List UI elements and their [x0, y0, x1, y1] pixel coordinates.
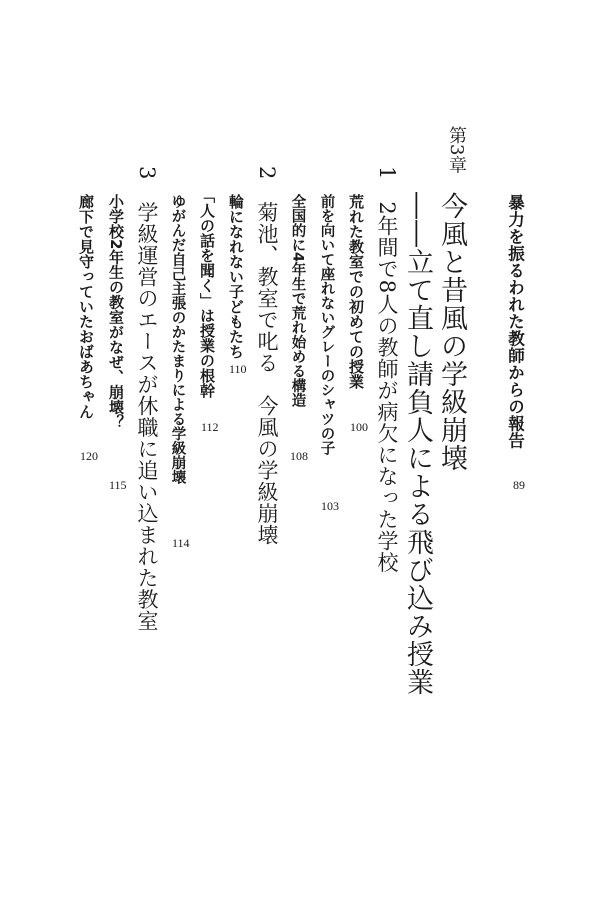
- section-3-item-2-page: 120: [80, 449, 98, 463]
- section-1-item-3-page: 108: [290, 449, 308, 463]
- section-2-item-3-title: ゆがんだ自己主張のかたまりによる学級崩壊: [169, 194, 186, 484]
- section-3-item-2-title: 廊下で見守っていたおばあちゃん: [77, 194, 95, 419]
- section-2-item-1-title: 輪になれない子どもたち: [227, 194, 245, 359]
- section-2-item-1-page: 110: [229, 362, 247, 376]
- section-1-title: 1 2年間で8人の教師が病欠になった学校: [375, 166, 399, 574]
- section-3-item-1-page: 115: [109, 478, 127, 492]
- prev-entry-page: 89: [513, 478, 525, 492]
- section-1-item-2-title: 前を向いて座れないグレーのシャツの子: [318, 194, 335, 455]
- section-1-item-1-page: 100: [350, 420, 368, 434]
- chapter-subtitle: ――立て直し請負人による飛び込み授業: [402, 192, 433, 696]
- section-2-item-2-title: 「人の話を聞く」は授業の根幹: [198, 188, 216, 398]
- section-2-item-2-page: 112: [201, 420, 219, 434]
- section-3-item-1-title: 小学校2年生の教室がなぜ、崩壊？: [107, 194, 125, 430]
- section-2-title: 2 菊池、教室で叱る 今風の学級崩壊: [255, 166, 279, 546]
- chapter-label: 第3章: [446, 126, 467, 174]
- section-1-item-3-title: 全国的に4年生で荒れ始める構造: [289, 194, 306, 408]
- section-1-item-1-title: 荒れた教室での初めての授業: [347, 194, 365, 389]
- section-3-title: 3 学級運営のエースが休職に追い込まれた教室: [135, 166, 159, 632]
- prev-entry-title: 暴力を振るわれた教師からの報告: [505, 194, 525, 449]
- section-1-item-2-page: 103: [321, 499, 339, 513]
- chapter-title: 今風と昔風の学級崩壊: [436, 192, 467, 472]
- section-2-item-3-page: 114: [172, 536, 190, 550]
